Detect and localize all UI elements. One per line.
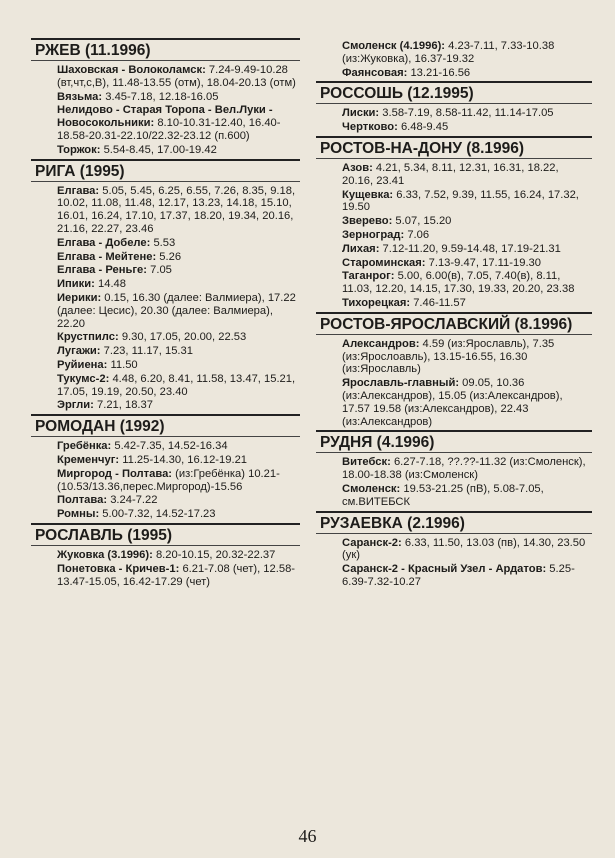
left-column	[31, 38, 300, 590]
departure-times: 8.10-10.31-12.40, 16.40-18.58-20.31-22.10/22.32-23.12 (п.600)	[57, 117, 281, 142]
departure-times: 5.07, 15.20	[395, 215, 452, 228]
section-roslavl-continued	[316, 40, 592, 79]
timetable-entry	[31, 359, 300, 372]
section-rule	[316, 511, 592, 513]
departure-times: 19.53-21.25 (пВ), 5.08-7.05, см.ВИТЕБСК	[342, 482, 544, 508]
station-name: Лугажи:	[57, 345, 101, 358]
section-rule	[31, 414, 300, 416]
departure-times: 7.24-9.49-10.28 (вт,чт,с,В), 11.48-13.55 (отм), 18.04-20.13 (отм)	[57, 64, 296, 89]
section-title: РОМОДАН (1992)	[31, 418, 300, 437]
timetable-entry	[31, 91, 300, 104]
section-title: РОСТОВ-ЯРОСЛАВСКИЙ (8.1996)	[316, 316, 592, 335]
station-name: Зерноград:	[342, 228, 405, 241]
timetable-entry	[316, 377, 592, 428]
timetable-entry	[31, 563, 300, 589]
timetable-entry	[31, 508, 300, 521]
station-name: Ипики:	[57, 278, 95, 291]
timetable-entry	[316, 270, 592, 296]
station-name: Елгава:	[57, 184, 100, 197]
station-name: Вязьма:	[57, 90, 103, 103]
section-rule	[316, 312, 592, 314]
departure-times: 09.05, 10.36 (из:Александров), 15.05 (из:Александров), 17.57 19.58 (из:Александров), 22.43 (из:Александров)	[342, 377, 563, 428]
section-title: РОСЛАВЛЬ (1995)	[31, 527, 300, 546]
departure-times: 7.05	[150, 264, 172, 277]
departure-times: 4.21, 5.34, 8.11, 12.31, 16.31, 18.22, 20.16, 23.41	[342, 161, 559, 187]
timetable-entry	[31, 292, 300, 330]
departure-times: 7.21, 18.37	[97, 399, 153, 412]
timetable-entry	[316, 215, 592, 228]
station-name: Ярославль-главный:	[342, 377, 460, 390]
station-name: Елгава - Реньге:	[57, 264, 147, 277]
section-rule	[31, 523, 300, 525]
timetable-entry	[31, 185, 300, 236]
timetable-entry	[31, 373, 300, 399]
station-name: Витебск:	[342, 456, 391, 469]
section-rzhev	[31, 38, 300, 157]
timetable-entry	[316, 67, 592, 80]
section-title: РОССОШЬ (12.1995)	[316, 85, 592, 104]
right-column	[316, 40, 592, 591]
section-riga	[31, 159, 300, 413]
station-name: Лиски:	[342, 107, 380, 120]
departure-times: 9.30, 17.05, 20.00, 22.53	[121, 331, 247, 344]
section-title: РОСТОВ-НА-ДОНУ (8.1996)	[316, 140, 592, 159]
station-name: Понетовка - Кричев-1:	[57, 562, 180, 575]
station-name: Торжок:	[57, 143, 101, 156]
departure-times: 4.59 (из:Ярославль), 7.35 (из:Ярослоавль), 13.15-16.55, 16.30 (из:Ярославль)	[342, 337, 555, 376]
timetable-entry	[316, 40, 592, 66]
station-name: Саранск-2 - Красный Узел - Ардатов:	[342, 563, 547, 576]
section-title: РИГА (1995)	[31, 163, 300, 182]
timetable-entry	[31, 278, 300, 291]
departure-times: 6.48-9.45	[400, 121, 449, 134]
station-name: Миргород - Полтава:	[57, 467, 173, 480]
departure-times: 11.50	[110, 358, 138, 371]
departure-times: 11.25-14.30, 16.12-19.21	[122, 453, 248, 466]
station-name: Полтава:	[57, 494, 108, 507]
timetable-entry	[316, 483, 592, 509]
timetable-entry	[316, 229, 592, 242]
section-rossosh	[316, 81, 592, 134]
station-name: Зверево:	[342, 215, 393, 228]
departure-times: 6.21-7.08 (чет), 12.58-13.47-15.05, 16.42-17.29 (чет)	[57, 562, 296, 588]
station-name: Елгава - Мейтене:	[57, 250, 157, 263]
timetable-entry	[31, 251, 300, 264]
timetable-entry	[31, 331, 300, 344]
station-name: Смоленск (4.1996):	[342, 40, 446, 52]
section-title: РУЗАЕВКА (2.1996)	[316, 515, 592, 534]
station-name: Тихорецкая:	[342, 296, 411, 309]
station-name: Шаховская - Волоколамск:	[57, 64, 206, 76]
station-name: Эргли:	[57, 399, 94, 412]
timetable-entry	[31, 237, 300, 250]
page-number: 46	[298, 826, 317, 846]
departure-times: 8.20-10.15, 20.32-22.37	[155, 548, 276, 561]
departure-times: 7.06	[407, 228, 430, 241]
section-rule	[316, 430, 592, 432]
station-name: Азов:	[342, 161, 373, 174]
station-name: Лихая:	[342, 242, 380, 255]
timetable-entry	[31, 144, 300, 157]
departure-times: 5.54-8.45, 17.00-19.42	[103, 143, 217, 156]
timetable-entry	[31, 264, 300, 277]
departure-times: 7.23, 11.17, 15.31	[103, 345, 193, 358]
departure-times: 4.23-7.11, 7.33-10.38 (из:Жуковка), 16.37-19.32	[342, 40, 555, 65]
departure-times: 6.33, 7.52, 9.39, 11.55, 16.24, 17.32, 19.50	[342, 188, 579, 214]
section-roslavl	[31, 523, 300, 588]
station-name: Саранск-2:	[342, 536, 402, 549]
departure-times: 5.05, 5.45, 6.25, 6.55, 7.26, 8.35, 9.18, 10.02, 11.08, 11.48, 12.17, 13.23, 14.18, 15.10, 16.01, 16.24, 17.10, 17.37, 18.20, 19.34, 20.16, 21.16, 22.27, 23.46	[57, 184, 296, 235]
departure-times: 5.00, 6.00(в), 7.05, 7.40(в), 8.11, 11.03, 12.20, 14.15, 17.30, 19.33, 20.20, 23.38	[342, 270, 575, 296]
station-name: Таганрог:	[342, 270, 395, 283]
departure-times: 13.21-16.56	[410, 66, 471, 79]
departure-times: 7.46-11.57	[413, 296, 466, 309]
departure-times: 5.26	[159, 250, 182, 263]
timetable-entry	[31, 549, 300, 562]
departure-times: 5.53	[153, 236, 176, 249]
timetable-entry	[316, 243, 592, 256]
section-rudnya	[316, 430, 592, 508]
departure-times: 14.48	[98, 278, 126, 291]
departure-times: 7.12-11.20, 9.59-14.48, 17.19-21.31	[382, 242, 561, 255]
section-rule	[316, 136, 592, 138]
station-name: Александров:	[342, 337, 420, 350]
station-name: Руйиена:	[57, 358, 108, 371]
section-rostov-na-donu	[316, 136, 592, 310]
timetable-entry	[31, 494, 300, 507]
departure-times: 5.00-7.32, 14.52-17.23	[102, 508, 216, 521]
section-ruzaevka	[316, 511, 592, 589]
departure-times: 7.13-9.47, 17.11-19.30	[428, 256, 542, 269]
station-name: Нелидово - Старая Торопа - Вел.Луки - Новосокольники:	[57, 104, 273, 130]
timetable-entry	[31, 64, 300, 90]
section-romodan	[31, 414, 300, 521]
station-name: Смоленск:	[342, 482, 401, 495]
timetable-entry	[31, 345, 300, 358]
departure-times: 3.58-7.19, 8.58-11.42, 11.14-17.05	[382, 107, 554, 120]
timetable-entry	[316, 162, 592, 188]
station-name: Фаянсовая:	[342, 66, 408, 79]
section-title: РЖЕВ (11.1996)	[31, 42, 300, 61]
timetable-entry	[31, 399, 300, 412]
section-rule	[31, 159, 300, 161]
timetable-entry	[31, 440, 300, 453]
station-name: Кущевка:	[342, 188, 394, 201]
timetable-entry	[316, 338, 592, 376]
station-name: Елгава - Добеле:	[57, 236, 151, 249]
timetable-entry	[31, 454, 300, 467]
timetable-entry	[316, 107, 592, 120]
departure-times: (из:Гребёнка) 10.21-(10.53/13.36,перес.Миргород)-15.56	[57, 467, 280, 493]
station-name: Ромны:	[57, 508, 100, 521]
timetable-entry	[31, 468, 300, 494]
departure-times: 0.15, 16.30 (далее: Валмиера), 17.22 (далее: Цесис), 20.30 (далее: Валмиера), 22.20	[57, 291, 296, 330]
timetable-entry	[31, 104, 300, 142]
timetable-entry	[316, 189, 592, 215]
section-rule	[31, 38, 300, 40]
timetable-entry	[316, 563, 592, 589]
departure-times: 3.24-7.22	[110, 494, 158, 507]
section-title: РУДНЯ (4.1996)	[316, 434, 592, 453]
timetable-entry	[316, 257, 592, 270]
section-rule	[316, 81, 592, 83]
station-name: Иерики:	[57, 291, 102, 304]
departure-times: 5.25-6.39-7.32-10.27	[342, 563, 575, 588]
station-name: Крустпилс:	[57, 331, 119, 344]
departure-times: 5.42-7.35, 14.52-16.34	[114, 440, 228, 453]
timetable-entry	[316, 456, 592, 482]
timetable-entry	[316, 121, 592, 134]
station-name: Жуковка (3.1996):	[57, 548, 153, 561]
timetable-entry	[316, 537, 592, 563]
section-rostov-yaroslavsky	[316, 312, 592, 429]
timetable-entry	[316, 297, 592, 310]
station-name: Староминская:	[342, 256, 426, 269]
departure-times: 4.48, 6.20, 8.41, 11.58, 13.47, 15.21, 17.05, 19.19, 20.50, 23.40	[57, 372, 296, 398]
departure-times: 6.27-7.18, ??.??-11.32 (из:Смоленск), 18.00-18.38 (из:Смоленск)	[342, 456, 586, 482]
station-name: Гребёнка:	[57, 440, 112, 453]
departure-times: 6.33, 11.50, 13.03 (пв), 14.30, 23.50 (ук)	[342, 536, 586, 562]
station-name: Тукумс-2:	[57, 372, 110, 385]
station-name: Кременчуг:	[57, 453, 120, 466]
station-name: Чертково:	[342, 121, 398, 134]
departure-times: 3.45-7.18, 12.18-16.05	[105, 90, 219, 103]
